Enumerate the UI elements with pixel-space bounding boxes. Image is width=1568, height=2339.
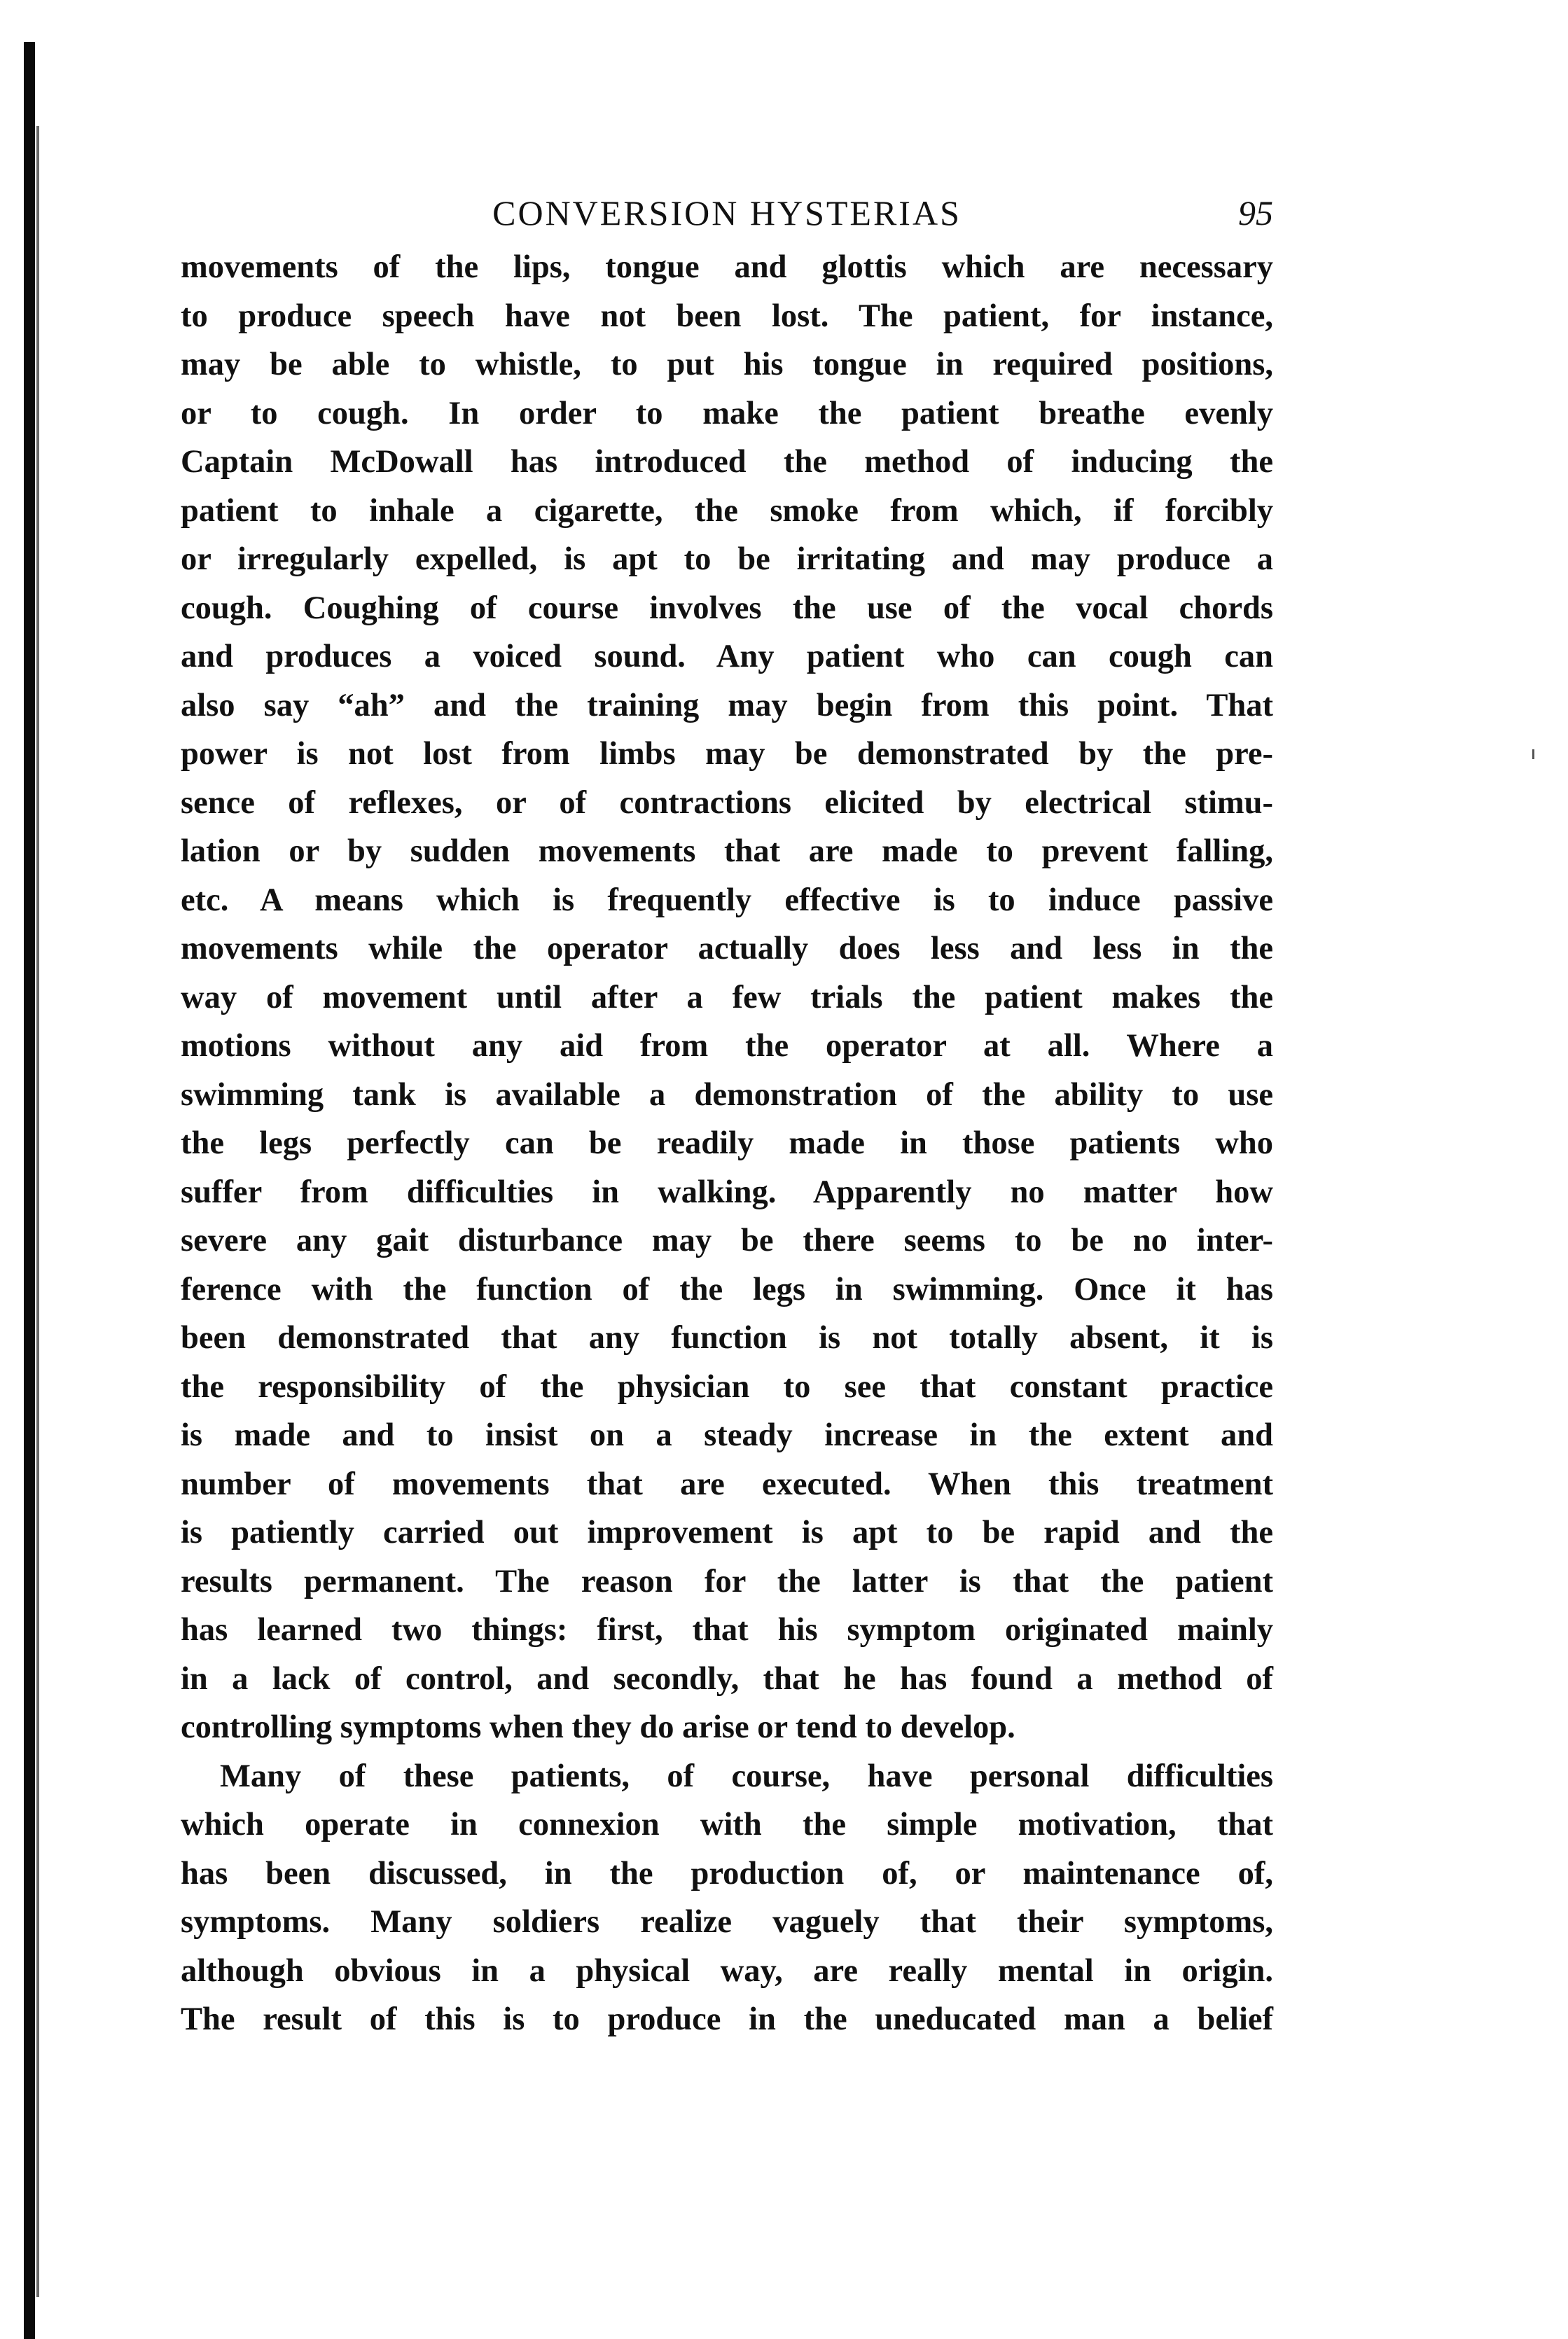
text-line: and produces a voiced sound. Any patient who can cough can — [181, 639, 1273, 674]
text-line: the legs perfectly can be readily made in those patients who — [181, 1125, 1273, 1161]
text-line: patient to inhale a cigarette, the smoke from which, if forcibly — [181, 492, 1273, 529]
text-line: is patiently carried out improvement is apt to be rapid and the — [181, 1515, 1273, 1550]
text-line: motions without any aid from the operator at all. Where a — [181, 1028, 1273, 1064]
text-line: movements of the lips, tongue and glottis which are necessary — [181, 249, 1273, 285]
paragraph-end-line: controlling symptoms when they do arise or tend to develop. — [181, 1709, 1015, 1745]
running-title: CONVERSION HYSTERIAS — [492, 193, 962, 232]
body-text — [181, 243, 1273, 2044]
paragraph-start-line: Many of these patients, of course, have personal difficulties — [220, 1758, 1273, 1794]
book-page — [181, 193, 1273, 2044]
text-line: way of movement until after a few trials the patient makes the — [181, 979, 1273, 1015]
text-line: results permanent. The reason for the latter is that the patient — [181, 1563, 1273, 1599]
text-line: cough. Coughing of course involves the use of the vocal chords — [181, 590, 1273, 626]
page-binding-shadow — [36, 126, 39, 2297]
text-line: swimming tank is available a demonstration of the ability to use — [181, 1076, 1273, 1113]
text-line: severe any gait disturbance may be there seems to be no inter- — [181, 1223, 1273, 1258]
text-line: also say “ah” and the training may begin from this point. That — [181, 687, 1273, 723]
text-line: etc. A means which is frequently effective is to induce passive — [181, 882, 1273, 918]
text-line: ference with the function of the legs in swimming. Once it has — [181, 1271, 1273, 1307]
text-line: number of movements that are executed. When this treatment — [181, 1466, 1273, 1502]
text-line: sence of reflexes, or of contractions elicited by electrical stimu- — [181, 784, 1273, 821]
text-line: or irregularly expelled, is apt to be irritating and may produce a — [181, 541, 1273, 577]
text-line: to produce speech have not been lost. The patient, for instance, — [181, 298, 1273, 334]
running-head — [181, 193, 1273, 242]
text-line: although obvious in a physical way, are really mental in origin. — [181, 1952, 1273, 1989]
text-line: suffer from difficulties in walking. Apparently no matter how — [181, 1174, 1273, 1210]
text-line: power is not lost from limbs may be demonstrated by the pre- — [181, 736, 1273, 772]
text-line: which operate in connexion with the simple motivation, that — [181, 1807, 1273, 1842]
text-line: the responsibility of the physician to see that constant practice — [181, 1368, 1273, 1405]
text-line: in a lack of control, and secondly, that he has found a method of — [181, 1660, 1273, 1697]
text-line: The result of this is to produce in the uneducated man a belief — [181, 2001, 1273, 2037]
text-line: or to cough. In order to make the patient breathe evenly — [181, 395, 1273, 431]
page-number: 95 — [1238, 193, 1273, 232]
text-line: movements while the operator actually does less and less in the — [181, 931, 1273, 966]
text-line: has been discussed, in the production of, or maintenance of, — [181, 1855, 1273, 1892]
text-line: may be able to whistle, to put his tongue in required positions, — [181, 347, 1273, 382]
text-line: been demonstrated that any function is not totally absent, it is — [181, 1320, 1273, 1356]
margin-mark — [1532, 749, 1534, 759]
page-binding-edge — [24, 42, 35, 2339]
text-line: is made and to insist on a steady increase in the extent and — [181, 1417, 1273, 1453]
text-line: has learned two things: first, that his symptom originated mainly — [181, 1612, 1273, 1648]
text-line: lation or by sudden movements that are made to prevent falling, — [181, 833, 1273, 869]
text-line: Captain McDowall has introduced the method of inducing the — [181, 444, 1273, 480]
text-line: symptoms. Many soldiers realize vaguely that their symptoms, — [181, 1904, 1273, 1940]
